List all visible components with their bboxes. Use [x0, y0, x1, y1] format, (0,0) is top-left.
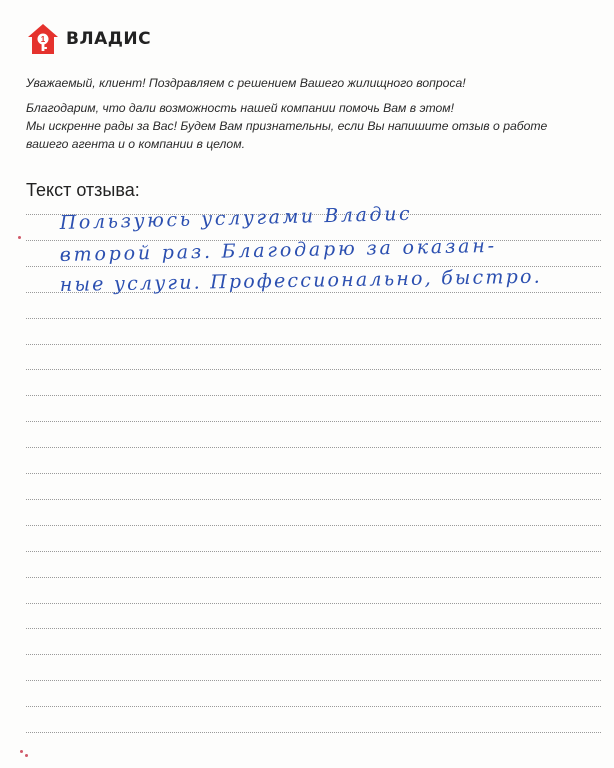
ink-speck: [20, 750, 23, 753]
ink-speck: [25, 754, 28, 757]
writing-rule: [26, 421, 601, 422]
handwritten-line: Пользуюсь услугами Владис: [59, 202, 413, 234]
writing-rule: [26, 473, 601, 474]
writing-rule: [26, 551, 601, 552]
writing-rule: [26, 395, 601, 396]
thanks-line: Мы искренне рады за Вас! Будем Вам признательны, если Вы напишите отзыв о работе: [26, 119, 548, 133]
writing-rule: [26, 525, 601, 526]
ruled-writing-area: [26, 0, 601, 768]
writing-rule: [26, 603, 601, 604]
ink-speck: [18, 236, 21, 239]
thanks-line: вашего агента и о компании в целом.: [26, 137, 245, 151]
writing-rule: [26, 654, 601, 655]
review-heading: Текст отзыва:: [26, 180, 140, 200]
handwritten-line: ные услуги. Профессионально, быстро.: [59, 265, 543, 296]
logo-badge-number: 1: [40, 35, 46, 44]
writing-rule: [26, 680, 601, 681]
logo-text: ВЛАДИС: [66, 29, 152, 49]
handwritten-line: второй раз. Благодарю за оказан-: [59, 234, 498, 266]
writing-rule: [26, 732, 601, 733]
writing-rule: [26, 369, 601, 370]
greeting-text: Уважаемый, клиент! Поздравляем с решением Вашего жилищного вопроса!: [26, 76, 466, 90]
writing-rule: [26, 344, 601, 345]
writing-rule: [26, 499, 601, 500]
writing-rule: [26, 706, 601, 707]
writing-rule: [26, 577, 601, 578]
writing-rule: [26, 318, 601, 319]
writing-rule: [26, 447, 601, 448]
thanks-line: Благодарим, что дали возможность нашей компании помочь Вам в этом!: [26, 101, 455, 115]
writing-rule: [26, 628, 601, 629]
